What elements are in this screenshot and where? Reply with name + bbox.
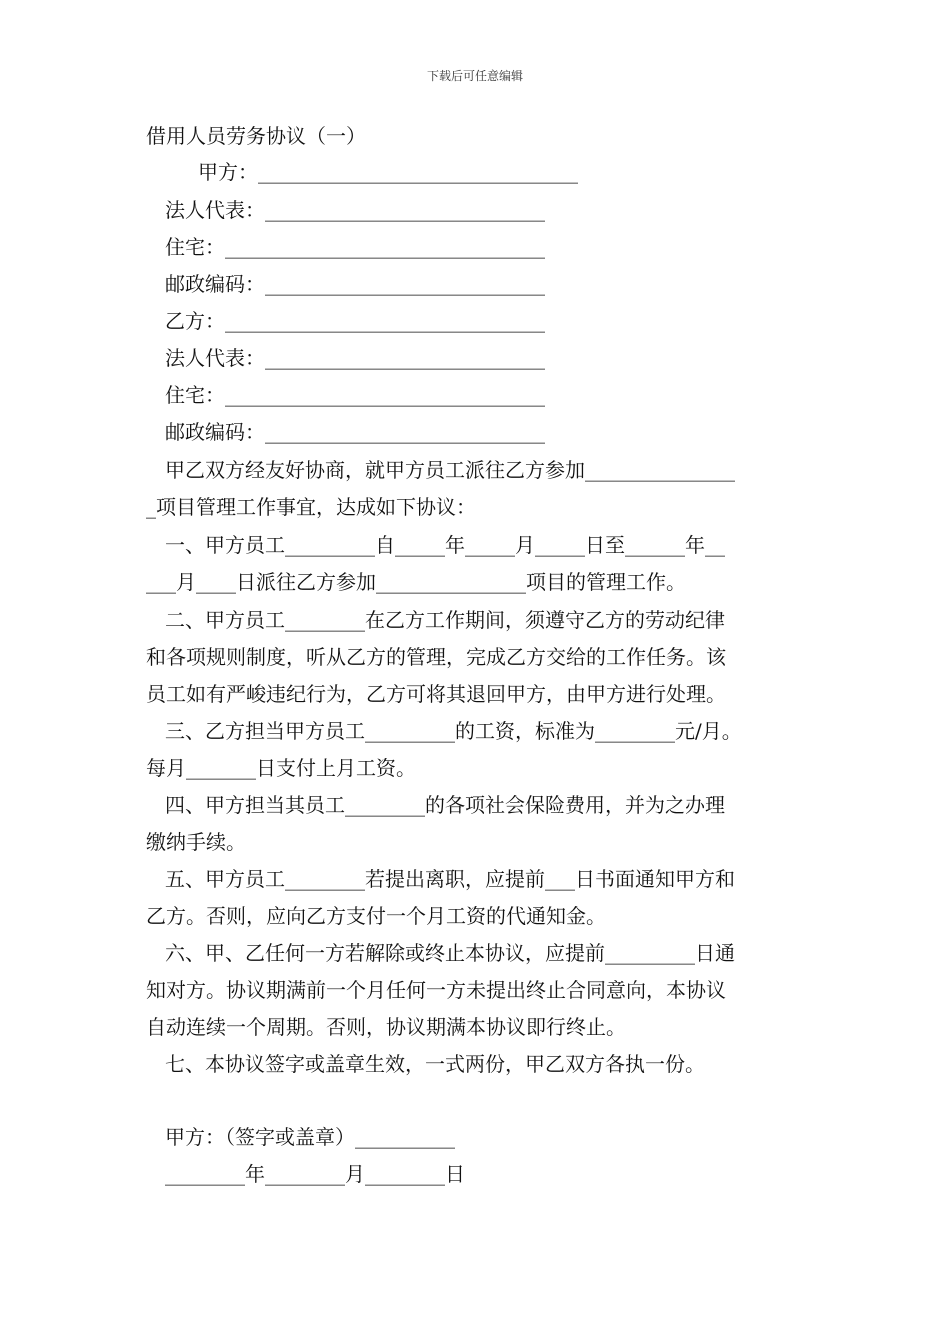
- clause5-line-2: 乙方。否则，应向乙方支付一个月工资的代通知金。: [146, 904, 606, 928]
- clause3-line-1: 三、乙方担当甲方员工_________的工资，标准为________元/月。: [165, 719, 742, 743]
- header-note: 下载后可任意编辑: [426, 69, 523, 83]
- clause7-line: 七、本协议签字或盖章生效，一式两份，甲乙双方各执一份。: [165, 1052, 705, 1076]
- intro-line-2: _项目管理工作事宜，达成如下协议：: [146, 495, 476, 519]
- clause2-line-1: 二、甲方员工________在乙方工作期间，须遵守乙方的劳动纪律: [165, 608, 725, 632]
- party-a-postcode-line: 邮政编码：____________________________: [165, 272, 545, 296]
- clause2-line-2: 和各项规则制度，听从乙方的管理，完成乙方交给的工作任务。该: [146, 645, 726, 669]
- signature-party-line: 甲方：（签字或盖章）__________: [165, 1125, 455, 1149]
- clause1-line-2: ___月____日派往乙方参加_______________项目的管理工作。: [146, 570, 686, 594]
- clause3-line-2: 每月_______日支付上月工资。: [146, 756, 416, 780]
- clause6-line-3: 自动连续一个周期。否则，协议期满本协议即行终止。: [146, 1015, 626, 1039]
- party-a-rep-line: 法人代表：____________________________: [165, 198, 545, 222]
- party-a-address-line: 住宅：________________________________: [165, 235, 545, 259]
- clause6-line-1: 六、甲、乙任何一方若解除或终止本协议，应提前_________日通: [165, 941, 735, 965]
- party-a-line: 甲方：________________________________: [198, 160, 578, 184]
- party-b-address-line: 住宅：________________________________: [165, 383, 545, 407]
- document-title: 借用人员劳务协议（一）: [146, 124, 366, 148]
- clause5-line-1: 五、甲方员工________若提出离职，应提前___日书面通知甲方和: [165, 867, 735, 891]
- intro-line-1: 甲乙双方经友好协商，就甲方员工派往乙方参加_______________: [165, 458, 735, 482]
- party-b-postcode-line: 邮政编码：____________________________: [165, 420, 545, 444]
- signature-date-line: ________年________月________日: [165, 1162, 465, 1186]
- clause2-line-3: 员工如有严峻违纪行为，乙方可将其退回甲方，由甲方进行处理。: [146, 682, 726, 706]
- clause1-line-1: 一、甲方员工_________自_____年_____月_____日至______年__: [165, 533, 725, 557]
- clause4-line-1: 四、甲方担当其员工________的各项社会保险费用，并为之办理: [165, 793, 725, 817]
- party-b-rep-line: 法人代表：____________________________: [165, 346, 545, 370]
- clause4-line-2: 缴纳手续。: [146, 830, 246, 854]
- party-b-line: 乙方：________________________________: [165, 309, 545, 333]
- clause6-line-2: 知对方。协议期满前一个月任何一方未提出终止合同意向，本协议: [146, 978, 726, 1002]
